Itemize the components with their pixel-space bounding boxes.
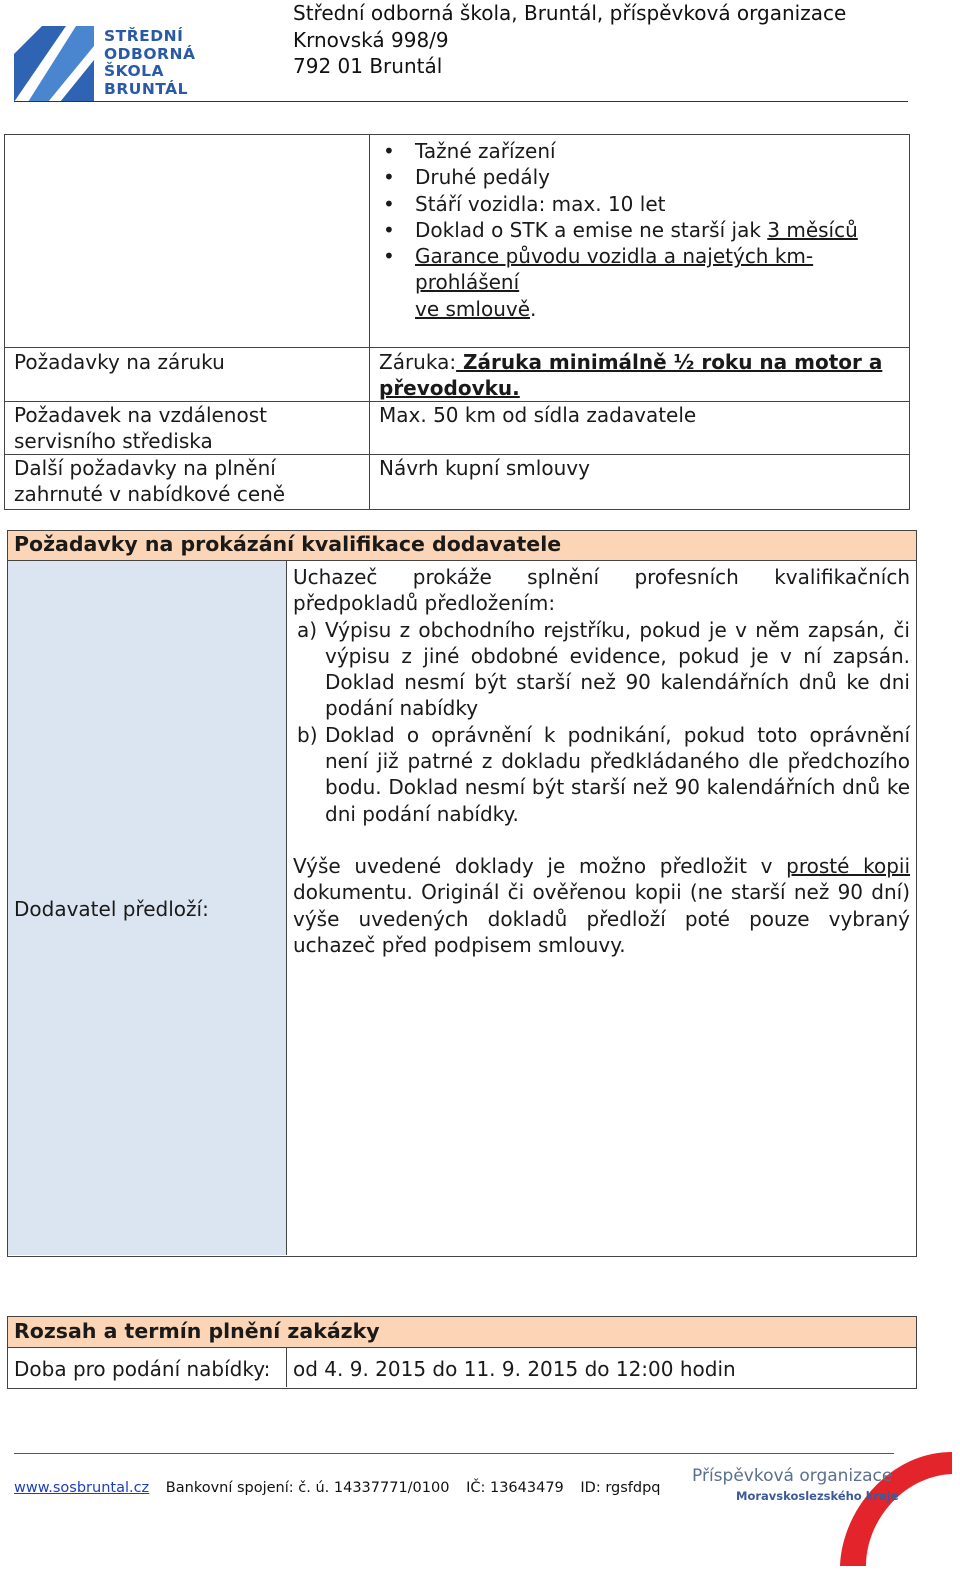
list-item-text: Doklad o STK a emise ne starší jak [415, 217, 768, 242]
item-marker: a) [297, 617, 318, 642]
qualification-heading-text: Požadavky na prokázání kvalifikace dodavatele [14, 532, 562, 556]
region-badge-subtitle: Moravskoslezského kraje [736, 1489, 899, 1503]
list-item-text: . [530, 296, 537, 321]
column-divider [369, 135, 370, 509]
column-divider [286, 1348, 287, 1387]
region-badge-title: Příspěvková organizace [692, 1466, 893, 1486]
qualification-item-b [293, 722, 910, 827]
qualification-note [293, 853, 910, 958]
header-divider [14, 101, 908, 102]
schedule-heading-text: Rozsah a termín plnění zakázky [14, 1319, 380, 1343]
underlined-text: ve smlouvě [415, 296, 531, 321]
list-item [379, 217, 899, 243]
data-box-id: ID: rgsfdpq [580, 1480, 661, 1496]
underlined-text: 3 měsíců [767, 217, 858, 242]
row-divider [5, 347, 909, 348]
qualification-heading [7, 530, 917, 561]
item-text: Výpisu z obchodního rejstříku, pokud je v něm zapsán, či výpisu z jiné obdobné evidence, pokud je v ní zapsán. Doklad nesmí být starší než 90 kalendářních dnů ke dni podání nabídky [325, 617, 910, 721]
school-logo-text [104, 28, 195, 98]
region-badge [690, 1440, 956, 1566]
school-name: Střední odborná škola, Bruntál, příspěvková organizace [293, 1, 847, 25]
school-logo-mark-icon [14, 26, 94, 102]
website-link[interactable]: www.sosbruntal.cz [14, 1480, 150, 1496]
other-requirements-label: Další požadavky na plnění zahrnuté v nabídkové ceně [14, 456, 286, 507]
logo-line: BRUNTÁL [104, 79, 189, 98]
underlined-text: Garance původu vozidla a najetých km-prohlášení [415, 244, 814, 295]
logo-line: ŠKOLA [104, 62, 165, 80]
offer-deadline-value: od 4. 9. 2015 do 11. 9. 2015 do 12:00 hodin [293, 1357, 736, 1381]
bank-account: Bankovní spojení: č. ú. 14337771/0100 [165, 1480, 450, 1496]
logo-line: ODBORNÁ [104, 44, 196, 63]
note-text: Výše uvedené doklady je možno předložit v [293, 853, 787, 878]
qualification-item-a [293, 617, 910, 722]
school-street: Krnovská 998/9 [293, 27, 449, 52]
list-item: • Druhé pedály [379, 164, 899, 190]
qualification-table [7, 560, 917, 1257]
note-text: dokumentu. Originál či ověřenou kopii (ne starší než 90 dní) výše uvedených dokladů předloží poté pouze vybraný uchazeč před podpisem smlouvy. [293, 880, 910, 957]
column-divider [286, 561, 287, 1255]
item-marker: b) [297, 722, 318, 747]
footer [14, 1480, 673, 1496]
company-id: IČ: 13643479 [466, 1480, 564, 1496]
schedule-heading [7, 1316, 917, 1348]
offer-deadline-label: Doba pro podání nabídky: [14, 1357, 271, 1381]
requirements-table [4, 134, 910, 510]
schedule-table [7, 1347, 917, 1389]
qualification-intro: Uchazeč prokáže splnění profesních kvalifikačních předpokladů předložením: [293, 565, 910, 616]
school-address [293, 0, 846, 80]
warranty-terms: Záruka minimálně ½ roku na motor a převodovku. [379, 350, 883, 401]
warranty-label: Požadavky na záruku [14, 350, 225, 374]
list-item: • Stáří vozidla: max. 10 let [379, 191, 899, 217]
other-requirements-value: Návrh kupní smlouvy [379, 456, 590, 480]
item-text: Doklad o oprávnění k podnikání, pokud toto oprávnění není již patrné z dokladu předkládaného dle předchozího bodu. Doklad nesmí být starší než 90 kalendářních dnů ke dni podání nabídky. [325, 722, 910, 826]
school-logo [14, 22, 214, 104]
warranty-prefix: Záruka: [379, 350, 457, 374]
service-distance-label: Požadavek na vzdálenost servisního střediska [14, 403, 267, 454]
service-distance-value: Max. 50 km od sídla zadavatele [379, 403, 697, 427]
warranty-value [379, 349, 904, 402]
qualification-label: Dodavatel předloží: [14, 897, 209, 921]
qualification-content [293, 564, 910, 958]
list-item [379, 243, 899, 322]
school-city: 792 01 Bruntál [293, 54, 443, 78]
underlined-text: prosté kopii [786, 853, 910, 878]
list-item: • Tažné zařízení [379, 138, 899, 164]
region-badge-arc-icon [690, 1440, 956, 1566]
logo-line: STŘEDNÍ [104, 27, 184, 45]
vehicle-requirements-list [379, 138, 899, 322]
